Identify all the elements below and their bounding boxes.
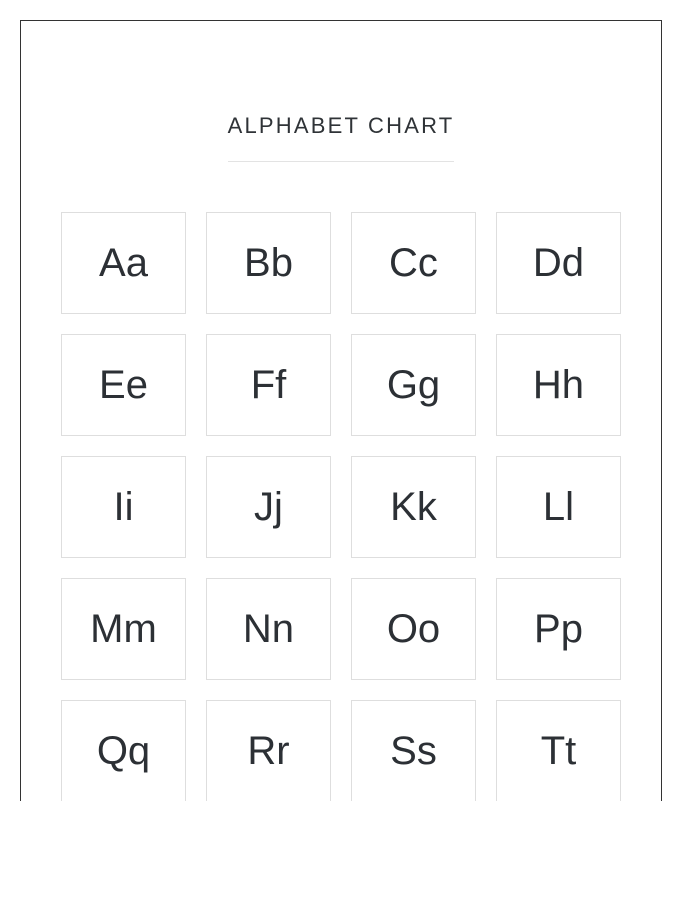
letter-tile[interactable]: Bb — [206, 212, 331, 314]
letter-tile[interactable]: Dd — [496, 212, 621, 314]
alphabet-chart-page — [20, 20, 662, 801]
letter-tile[interactable]: Kk — [351, 456, 476, 558]
letter-tile[interactable]: Pp — [496, 578, 621, 680]
letter-tile[interactable]: Oo — [351, 578, 476, 680]
letter-tile[interactable]: Ll — [496, 456, 621, 558]
letter-tile[interactable]: Ee — [61, 334, 186, 436]
title-wrap — [21, 98, 661, 176]
letter-tile[interactable]: Ss — [351, 700, 476, 801]
letter-tile[interactable]: Cc — [351, 212, 476, 314]
letter-tile[interactable]: Nn — [206, 578, 331, 680]
letter-tile[interactable]: Ii — [61, 456, 186, 558]
letter-tile[interactable]: Tt — [496, 700, 621, 801]
page-title: ALPHABET CHART — [228, 113, 455, 162]
letter-tile[interactable]: Hh — [496, 334, 621, 436]
letter-tile[interactable]: Jj — [206, 456, 331, 558]
letter-tile[interactable]: Aa — [61, 212, 186, 314]
letter-tile[interactable]: Ff — [206, 334, 331, 436]
letter-tile[interactable]: Gg — [351, 334, 476, 436]
letter-tile[interactable]: Qq — [61, 700, 186, 801]
letter-grid — [61, 212, 621, 801]
letter-tile[interactable]: Mm — [61, 578, 186, 680]
letter-tile[interactable]: Rr — [206, 700, 331, 801]
